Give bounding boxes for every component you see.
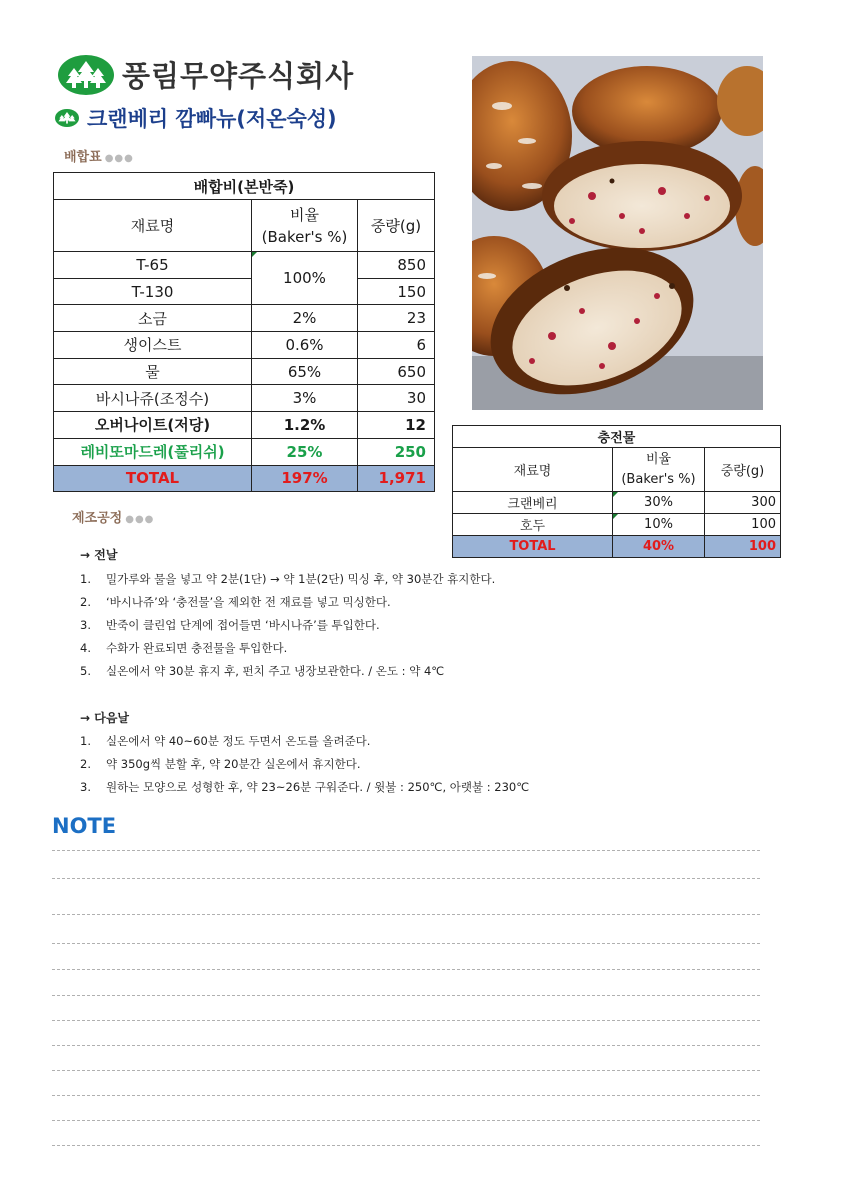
step-number: 2. <box>80 595 91 609</box>
step-number: 3. <box>80 780 91 794</box>
step-text: 밀가루와 물을 넣고 약 2분(1단) → 약 1분(2단) 믹싱 후, 약 30분간 휴지한다. <box>106 572 496 586</box>
dots-decoration: ●●● <box>104 153 134 164</box>
ingredient-weight: 850 <box>358 252 435 279</box>
ingredient-weight: 150 <box>358 278 435 305</box>
ingredient-weight: 6 <box>358 332 435 359</box>
main-table-title: 배합비(본반죽) <box>54 173 435 200</box>
main-recipe-table <box>53 172 435 492</box>
note-line <box>52 995 760 996</box>
ingredient-name: 소금 <box>54 305 252 332</box>
note-line <box>52 914 760 915</box>
fill-total-row <box>453 536 781 558</box>
total-row <box>54 465 435 492</box>
total-ratio: 197% <box>252 465 358 492</box>
section-recipe-text: 배합표 <box>64 150 102 165</box>
step-number: 1. <box>80 734 91 748</box>
note-line <box>52 969 760 970</box>
col-weight-header: 중량(g) <box>358 200 435 252</box>
ingredient-name: T-130 <box>54 278 252 305</box>
col-ratio-sub: (Baker's %) <box>261 227 348 246</box>
step-text: 반죽이 클린업 단계에 접어들면 ‘바시나쥬’를 투입한다. <box>106 618 380 632</box>
ingredient-ratio: 3% <box>252 385 358 412</box>
table-row <box>54 252 435 279</box>
step-number: 5. <box>80 664 91 678</box>
note-line <box>52 1020 760 1021</box>
col-name-header: 재료명 <box>54 200 252 252</box>
ingredient-name: 생이스트 <box>54 332 252 359</box>
step-text: 수화가 완료되면 충전물을 투입한다. <box>106 641 288 655</box>
fill-total-ratio: 40% <box>613 536 705 558</box>
recipe-title-text: 크랜베리 깜빠뉴(저온숙성) <box>87 107 337 131</box>
fill-col-name-header: 재료명 <box>453 448 613 492</box>
note-line <box>52 878 760 879</box>
table-row <box>54 305 435 332</box>
ingredient-weight: 650 <box>358 358 435 385</box>
ingredient-name: 레비또마드레(풀리쉬) <box>54 438 252 465</box>
table-row <box>54 278 435 305</box>
process-step <box>80 617 380 633</box>
filling-weight: 300 <box>705 492 781 514</box>
fill-total-label: TOTAL <box>453 536 613 558</box>
filling-table <box>452 425 781 558</box>
note-line <box>52 1095 760 1096</box>
ingredient-weight: 23 <box>358 305 435 332</box>
table-row <box>453 514 781 536</box>
section-process-text: 제조공정 <box>72 511 123 526</box>
ingredient-name: 오버나이트(저당) <box>54 412 252 439</box>
ingredient-name: 바시나쥬(조정수) <box>54 385 252 412</box>
fill-table-title: 충전물 <box>453 426 781 448</box>
table-row <box>54 438 435 465</box>
step-number: 4. <box>80 641 91 655</box>
note-line <box>52 943 760 944</box>
fill-total-weight: 100 <box>705 536 781 558</box>
tree-logo-icon <box>58 55 114 95</box>
ingredient-ratio: 65% <box>252 358 358 385</box>
ingredient-ratio: 0.6% <box>252 332 358 359</box>
ingredient-ratio: 1.2% <box>252 412 358 439</box>
filling-ratio: 30% <box>613 492 705 514</box>
recipe-title <box>55 103 337 133</box>
fill-col-ratio-header <box>613 448 705 492</box>
step-text: 약 350g씩 분할 후, 약 20분간 실온에서 휴지한다. <box>106 757 361 771</box>
step-number: 2. <box>80 757 91 771</box>
note-title: NOTE <box>52 814 117 838</box>
table-row <box>54 412 435 439</box>
table-row <box>54 385 435 412</box>
ingredient-weight: 30 <box>358 385 435 412</box>
ingredient-ratio: 25% <box>252 438 358 465</box>
tree-small-icon <box>55 109 79 127</box>
day1-title: → 전날 <box>80 548 118 562</box>
step-text: 원하는 모양으로 성형한 후, 약 23~26분 구워준다. / 윗불 : 250℃, 아랫불 : 230℃ <box>106 780 530 794</box>
ingredient-ratio: 2% <box>252 305 358 332</box>
company-name: 풍림무약주식회사 <box>122 59 355 93</box>
process-step <box>80 640 287 656</box>
table-row <box>54 332 435 359</box>
step-number: 1. <box>80 572 91 586</box>
col-ratio-label: 비율 <box>290 205 319 224</box>
dots-decoration: ●●● <box>125 514 155 525</box>
fill-col-weight-header: 중량(g) <box>705 448 781 492</box>
ingredient-weight: 250 <box>358 438 435 465</box>
filling-weight: 100 <box>705 514 781 536</box>
total-weight: 1,971 <box>358 465 435 492</box>
total-label: TOTAL <box>54 465 252 492</box>
fill-col-ratio-label: 비율 <box>645 451 672 467</box>
step-text: 실온에서 약 30분 휴지 후, 펀치 주고 냉장보관한다. / 온도 : 약 4℃ <box>106 664 445 678</box>
process-step <box>80 594 391 610</box>
process-step <box>80 756 361 772</box>
ingredient-weight: 12 <box>358 412 435 439</box>
fill-col-ratio-sub: (Baker's %) <box>621 471 696 487</box>
table-row <box>453 492 781 514</box>
step-text: 실온에서 약 40~60분 정도 두면서 온도를 올려준다. <box>106 734 371 748</box>
process-step <box>80 733 370 749</box>
ingredient-name: 물 <box>54 358 252 385</box>
process-step <box>80 779 529 795</box>
section-process-label <box>72 507 154 526</box>
ingredient-ratio: 100% <box>252 252 358 305</box>
step-number: 3. <box>80 618 91 632</box>
filling-ratio: 10% <box>613 514 705 536</box>
process-step <box>80 571 495 587</box>
table-row <box>54 358 435 385</box>
ingredient-name: T-65 <box>54 252 252 279</box>
note-line <box>52 1070 760 1071</box>
note-line <box>52 850 760 851</box>
step-text: ‘바시나쥬’와 ‘충전물’을 제외한 전 재료를 넣고 믹싱한다. <box>106 595 391 609</box>
process-step <box>80 663 444 679</box>
filling-name: 호두 <box>453 514 613 536</box>
bread-photo <box>472 56 763 410</box>
company-logo <box>58 54 354 95</box>
note-line <box>52 1120 760 1121</box>
day2-title: → 다음날 <box>80 711 130 725</box>
section-recipe-label <box>64 146 134 165</box>
note-line <box>52 1045 760 1046</box>
filling-name: 크랜베리 <box>453 492 613 514</box>
col-ratio-header <box>252 200 358 252</box>
note-line <box>52 1145 760 1146</box>
